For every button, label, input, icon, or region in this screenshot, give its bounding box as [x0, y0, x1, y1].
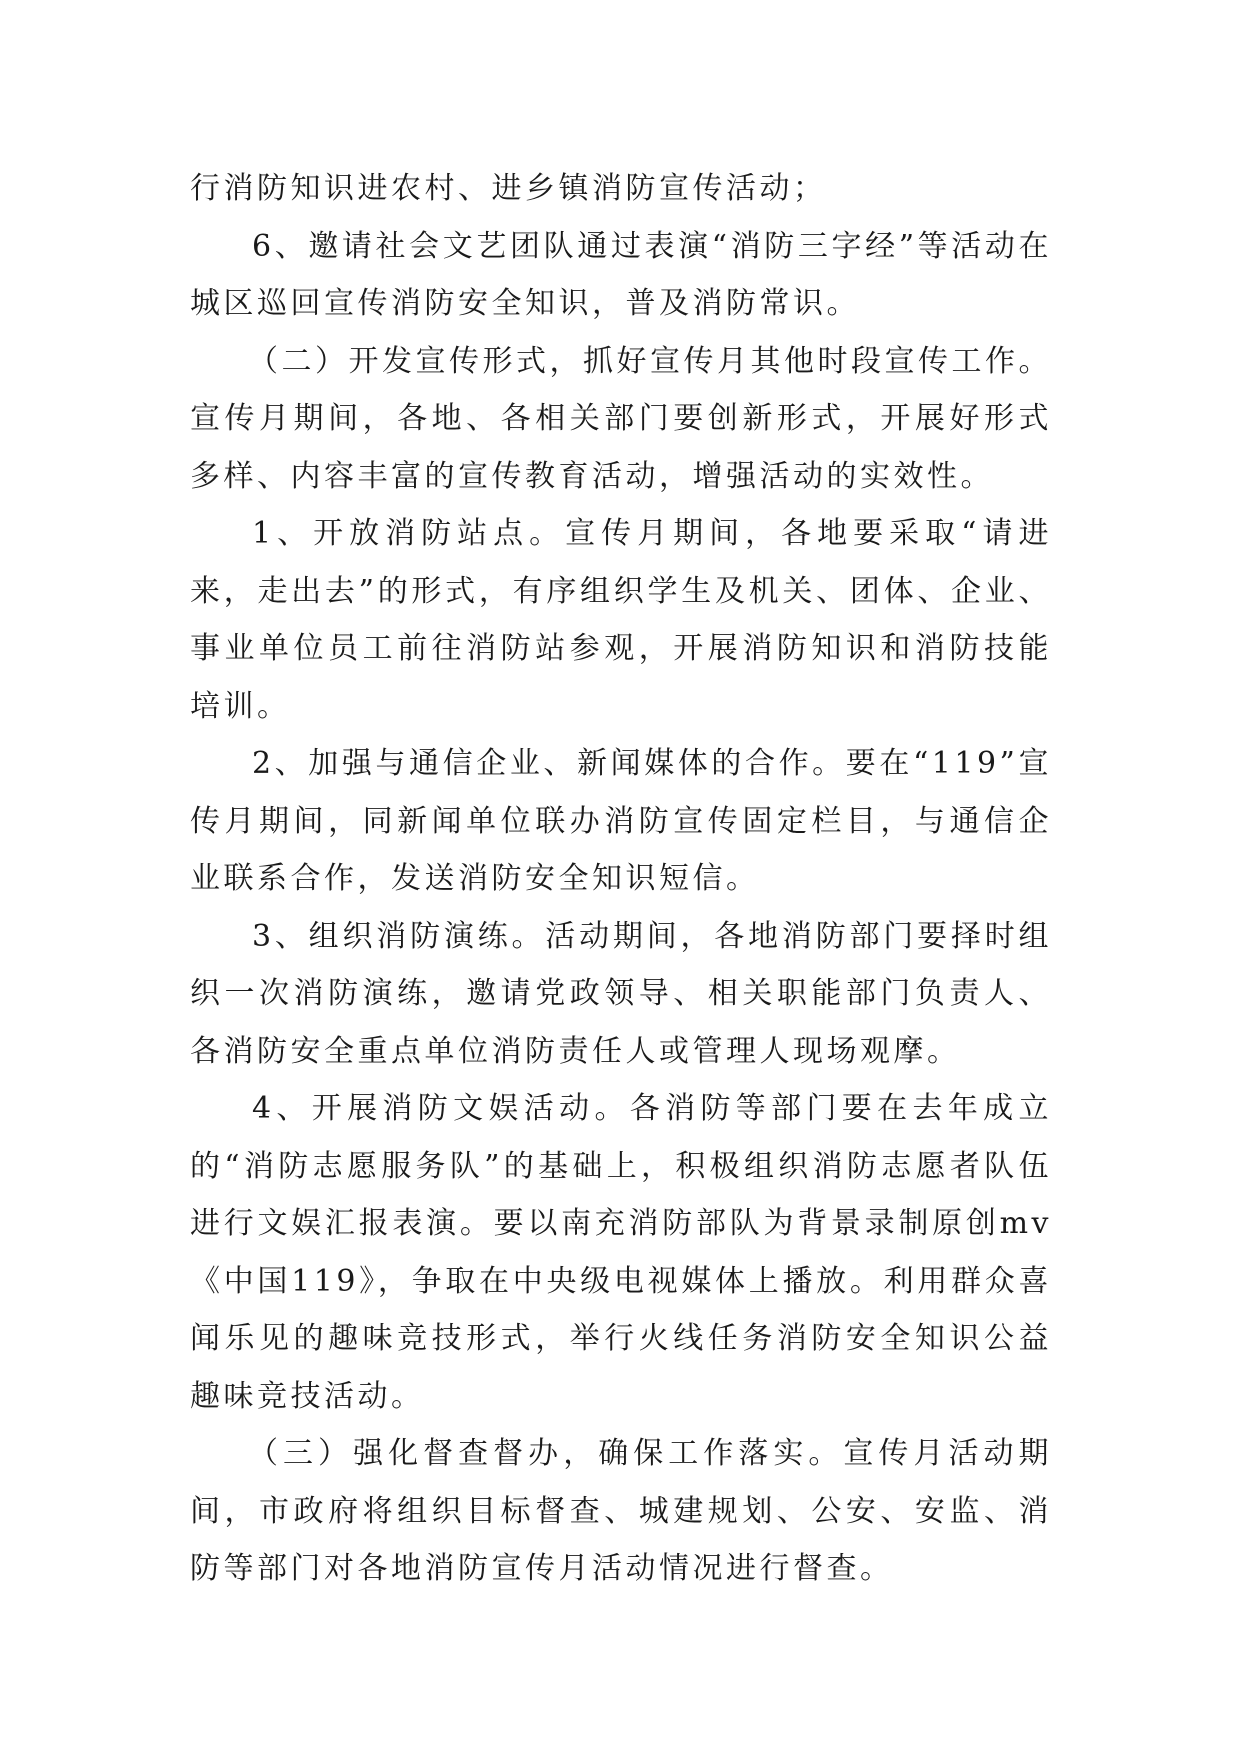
paragraph-item-2: 2、加强与通信企业、新闻媒体的合作。要在“119”宣传月期间，同新闻单位联办消防宣传固定栏目，与通信企业联系合作，发送消防安全知识短信。 — [190, 746, 1052, 896]
document-body — [190, 160, 1052, 1598]
paragraph-continuation: 行消防知识进农村、进乡镇消防宣传活动； — [190, 171, 827, 206]
paragraph-item-1: 1、开放消防站点。宣传月期间，各地要采取“请进来，走出去”的形式，有序组织学生及机关、团体、企业、事业单位员工前往消防站参观，开展消防知识和消防技能培训。 — [190, 516, 1052, 724]
paragraph-item-6: 6、邀请社会文艺团队通过表演“消防三字经”等活动在城区巡回宣传消防安全知识，普及消防常识。 — [190, 228, 1052, 321]
paragraph-section-3: （三）强化督查督办，确保工作落实。宣传月活动期间，市政府将组织目标督查、城建规划、公安、安监、消防等部门对各地消防宣传月活动情况进行督查。 — [190, 1436, 1052, 1586]
paragraph-section-2: （二）开发宣传形式，抓好宣传月其他时段宣传工作。宣传月期间，各地、各相关部门要创新形式，开展好形式多样、内容丰富的宣传教育活动，增强活动的实效性。 — [190, 343, 1052, 494]
paragraph-item-3: 3、组织消防演练。活动期间，各地消防部门要择时组织一次消防演练，邀请党政领导、相关职能部门负责人、各消防安全重点单位消防责任人或管理人现场观摩。 — [190, 918, 1052, 1069]
paragraph-item-4: 4、开展消防文娱活动。各消防等部门要在去年成立的“消防志愿服务队”的基础上，积极组织消防志愿者队伍进行文娱汇报表演。要以南充消防部队为背景录制原创mv《中国119》，争取在中央级电视媒体上播放。利用群众喜闻乐见的趣味竞技形式，举行火线任务消防安全知识公益趣味竞技活动。 — [190, 1091, 1052, 1414]
